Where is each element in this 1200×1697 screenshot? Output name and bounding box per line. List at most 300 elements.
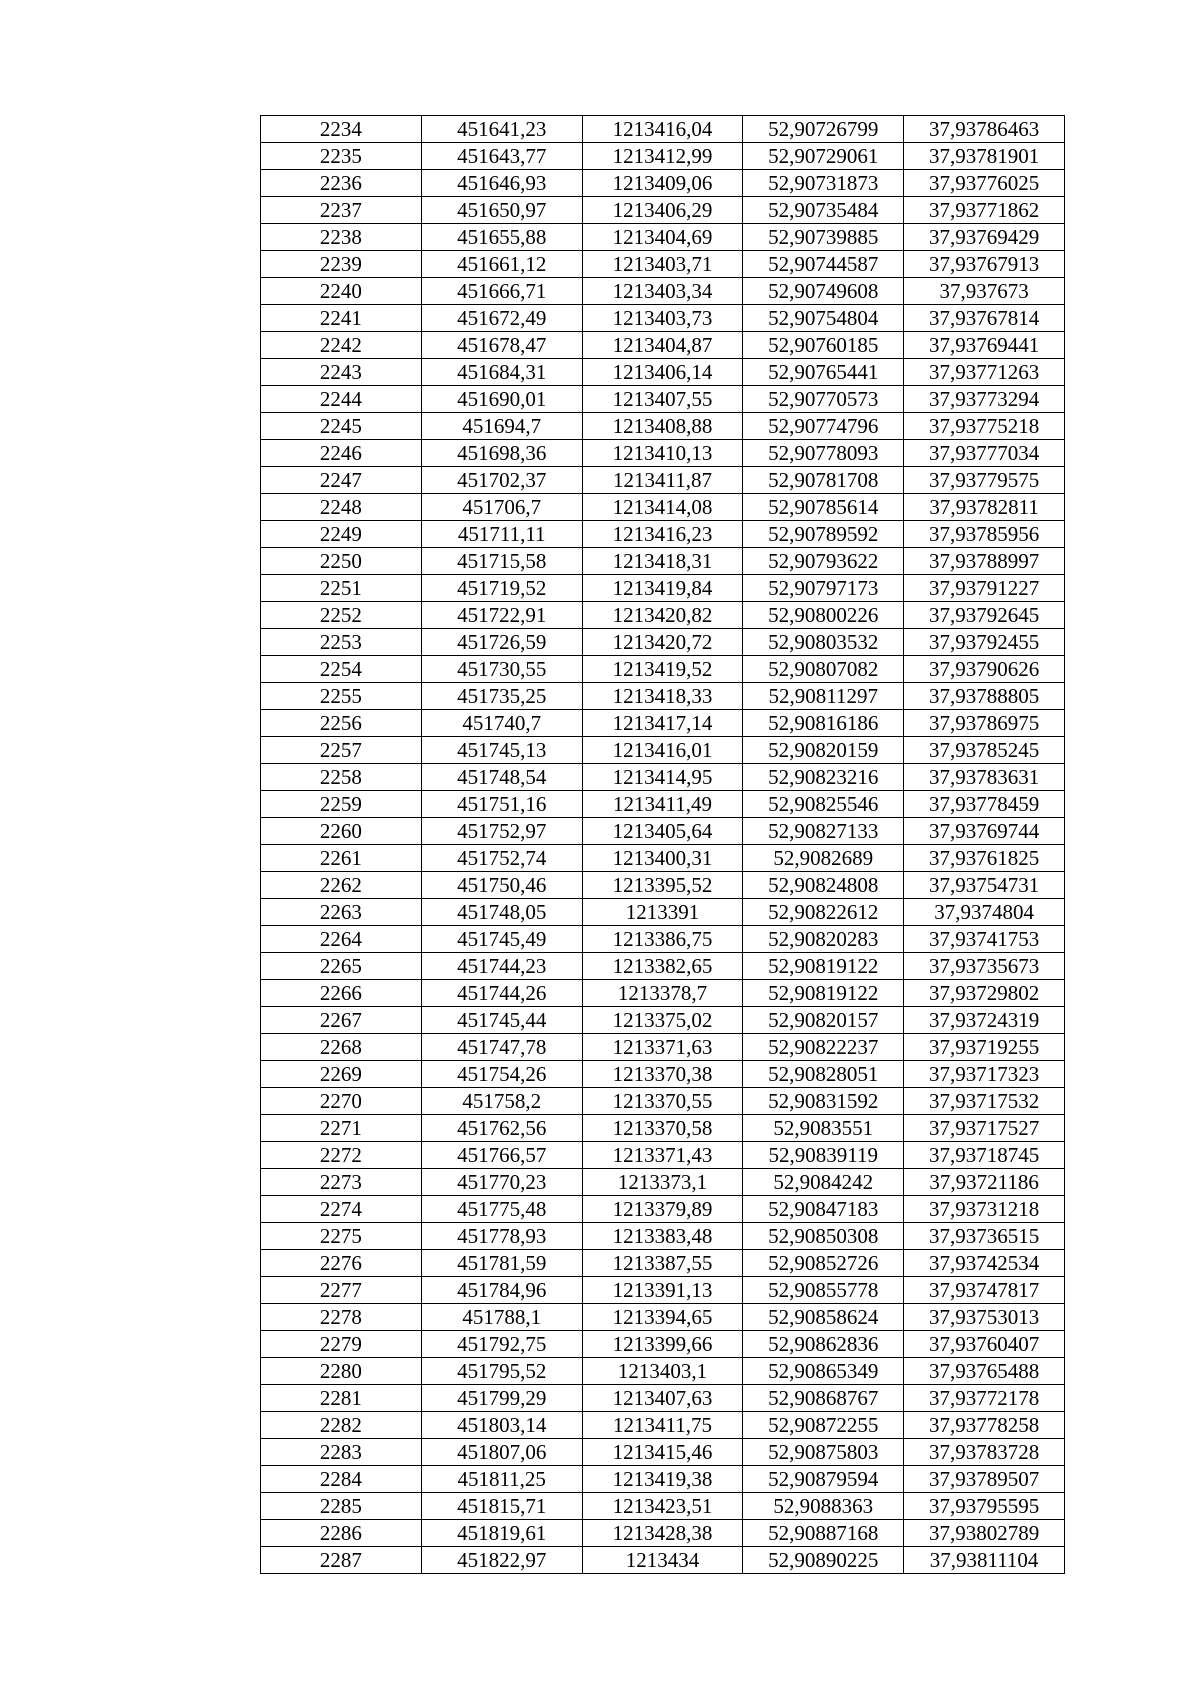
latitude-cell: 52,90744587 — [743, 251, 904, 278]
y-coordinate-cell: 1213411,75 — [582, 1412, 743, 1439]
latitude-cell: 52,90785614 — [743, 494, 904, 521]
point-number-cell: 2246 — [261, 440, 422, 467]
point-number-cell: 2255 — [261, 683, 422, 710]
longitude-cell: 37,93741753 — [904, 926, 1065, 953]
longitude-cell: 37,93792455 — [904, 629, 1065, 656]
table-row — [261, 953, 1065, 980]
table-row — [261, 467, 1065, 494]
y-coordinate-cell: 1213418,31 — [582, 548, 743, 575]
latitude-cell: 52,90823216 — [743, 764, 904, 791]
point-number-cell: 2264 — [261, 926, 422, 953]
x-coordinate-cell: 451766,57 — [421, 1142, 582, 1169]
point-number-cell: 2254 — [261, 656, 422, 683]
latitude-cell: 52,9083551 — [743, 1115, 904, 1142]
y-coordinate-cell: 1213371,43 — [582, 1142, 743, 1169]
longitude-cell: 37,93782811 — [904, 494, 1065, 521]
x-coordinate-cell: 451745,49 — [421, 926, 582, 953]
table-row — [261, 1385, 1065, 1412]
y-coordinate-cell: 1213417,14 — [582, 710, 743, 737]
x-coordinate-cell: 451748,54 — [421, 764, 582, 791]
latitude-cell: 52,90735484 — [743, 197, 904, 224]
table-row — [261, 1196, 1065, 1223]
table-row — [261, 737, 1065, 764]
latitude-cell: 52,90865349 — [743, 1358, 904, 1385]
latitude-cell: 52,90749608 — [743, 278, 904, 305]
point-number-cell: 2279 — [261, 1331, 422, 1358]
longitude-cell: 37,93717532 — [904, 1088, 1065, 1115]
x-coordinate-cell: 451646,93 — [421, 170, 582, 197]
y-coordinate-cell: 1213410,13 — [582, 440, 743, 467]
y-coordinate-cell: 1213420,72 — [582, 629, 743, 656]
longitude-cell: 37,93767814 — [904, 305, 1065, 332]
latitude-cell: 52,90839119 — [743, 1142, 904, 1169]
x-coordinate-cell: 451745,13 — [421, 737, 582, 764]
longitude-cell: 37,93767913 — [904, 251, 1065, 278]
longitude-cell: 37,93781901 — [904, 143, 1065, 170]
table-row — [261, 1439, 1065, 1466]
x-coordinate-cell: 451754,26 — [421, 1061, 582, 1088]
table-row — [261, 791, 1065, 818]
longitude-cell: 37,93788997 — [904, 548, 1065, 575]
table-row — [261, 332, 1065, 359]
x-coordinate-cell: 451775,48 — [421, 1196, 582, 1223]
latitude-cell: 52,90816186 — [743, 710, 904, 737]
y-coordinate-cell: 1213370,38 — [582, 1061, 743, 1088]
latitude-cell: 52,90831592 — [743, 1088, 904, 1115]
latitude-cell: 52,90825546 — [743, 791, 904, 818]
point-number-cell: 2249 — [261, 521, 422, 548]
point-number-cell: 2269 — [261, 1061, 422, 1088]
y-coordinate-cell: 1213400,31 — [582, 845, 743, 872]
latitude-cell: 52,90822237 — [743, 1034, 904, 1061]
latitude-cell: 52,90731873 — [743, 170, 904, 197]
point-number-cell: 2243 — [261, 359, 422, 386]
longitude-cell: 37,93769744 — [904, 818, 1065, 845]
latitude-cell: 52,90820283 — [743, 926, 904, 953]
latitude-cell: 52,90778093 — [743, 440, 904, 467]
longitude-cell: 37,93783631 — [904, 764, 1065, 791]
point-number-cell: 2284 — [261, 1466, 422, 1493]
table-row — [261, 1250, 1065, 1277]
point-number-cell: 2252 — [261, 602, 422, 629]
y-coordinate-cell: 1213403,73 — [582, 305, 743, 332]
table-row — [261, 1466, 1065, 1493]
y-coordinate-cell: 1213414,08 — [582, 494, 743, 521]
longitude-cell: 37,93729802 — [904, 980, 1065, 1007]
point-number-cell: 2260 — [261, 818, 422, 845]
longitude-cell: 37,93785245 — [904, 737, 1065, 764]
latitude-cell: 52,90850308 — [743, 1223, 904, 1250]
x-coordinate-cell: 451715,58 — [421, 548, 582, 575]
latitude-cell: 52,90807082 — [743, 656, 904, 683]
x-coordinate-cell: 451750,46 — [421, 872, 582, 899]
longitude-cell: 37,93788805 — [904, 683, 1065, 710]
y-coordinate-cell: 1213371,63 — [582, 1034, 743, 1061]
x-coordinate-cell: 451748,05 — [421, 899, 582, 926]
x-coordinate-cell: 451784,96 — [421, 1277, 582, 1304]
latitude-cell: 52,90819122 — [743, 980, 904, 1007]
y-coordinate-cell: 1213414,95 — [582, 764, 743, 791]
latitude-cell: 52,90770573 — [743, 386, 904, 413]
y-coordinate-cell: 1213407,55 — [582, 386, 743, 413]
longitude-cell: 37,93777034 — [904, 440, 1065, 467]
y-coordinate-cell: 1213395,52 — [582, 872, 743, 899]
longitude-cell: 37,93771263 — [904, 359, 1065, 386]
x-coordinate-cell: 451751,16 — [421, 791, 582, 818]
point-number-cell: 2253 — [261, 629, 422, 656]
x-coordinate-cell: 451758,2 — [421, 1088, 582, 1115]
x-coordinate-cell: 451807,06 — [421, 1439, 582, 1466]
x-coordinate-cell: 451672,49 — [421, 305, 582, 332]
latitude-cell: 52,9088363 — [743, 1493, 904, 1520]
longitude-cell: 37,93717527 — [904, 1115, 1065, 1142]
x-coordinate-cell: 451726,59 — [421, 629, 582, 656]
table-row — [261, 1547, 1065, 1574]
x-coordinate-cell: 451690,01 — [421, 386, 582, 413]
x-coordinate-cell: 451702,37 — [421, 467, 582, 494]
y-coordinate-cell: 1213406,14 — [582, 359, 743, 386]
x-coordinate-cell: 451778,93 — [421, 1223, 582, 1250]
x-coordinate-cell: 451641,23 — [421, 116, 582, 143]
latitude-cell: 52,90754804 — [743, 305, 904, 332]
table-row — [261, 818, 1065, 845]
x-coordinate-cell: 451650,97 — [421, 197, 582, 224]
longitude-cell: 37,93765488 — [904, 1358, 1065, 1385]
table-row — [261, 1169, 1065, 1196]
y-coordinate-cell: 1213378,7 — [582, 980, 743, 1007]
longitude-cell: 37,93795595 — [904, 1493, 1065, 1520]
x-coordinate-cell: 451747,78 — [421, 1034, 582, 1061]
longitude-cell: 37,93736515 — [904, 1223, 1065, 1250]
point-number-cell: 2236 — [261, 170, 422, 197]
longitude-cell: 37,93779575 — [904, 467, 1065, 494]
point-number-cell: 2244 — [261, 386, 422, 413]
latitude-cell: 52,90781708 — [743, 467, 904, 494]
y-coordinate-cell: 1213420,82 — [582, 602, 743, 629]
longitude-cell: 37,93735673 — [904, 953, 1065, 980]
table-row — [261, 1061, 1065, 1088]
table-row — [261, 1277, 1065, 1304]
latitude-cell: 52,90822612 — [743, 899, 904, 926]
y-coordinate-cell: 1213419,84 — [582, 575, 743, 602]
longitude-cell: 37,93792645 — [904, 602, 1065, 629]
y-coordinate-cell: 1213382,65 — [582, 953, 743, 980]
point-number-cell: 2242 — [261, 332, 422, 359]
longitude-cell: 37,93769441 — [904, 332, 1065, 359]
latitude-cell: 52,90872255 — [743, 1412, 904, 1439]
table-row — [261, 1304, 1065, 1331]
longitude-cell: 37,93753013 — [904, 1304, 1065, 1331]
longitude-cell: 37,93721186 — [904, 1169, 1065, 1196]
y-coordinate-cell: 1213416,04 — [582, 116, 743, 143]
y-coordinate-cell: 1213403,34 — [582, 278, 743, 305]
y-coordinate-cell: 1213375,02 — [582, 1007, 743, 1034]
x-coordinate-cell: 451819,61 — [421, 1520, 582, 1547]
y-coordinate-cell: 1213403,71 — [582, 251, 743, 278]
latitude-cell: 52,90819122 — [743, 953, 904, 980]
x-coordinate-cell: 451684,31 — [421, 359, 582, 386]
y-coordinate-cell: 1213399,66 — [582, 1331, 743, 1358]
longitude-cell: 37,93719255 — [904, 1034, 1065, 1061]
latitude-cell: 52,90811297 — [743, 683, 904, 710]
table-row — [261, 899, 1065, 926]
x-coordinate-cell: 451781,59 — [421, 1250, 582, 1277]
latitude-cell: 52,90820157 — [743, 1007, 904, 1034]
x-coordinate-cell: 451803,14 — [421, 1412, 582, 1439]
point-number-cell: 2282 — [261, 1412, 422, 1439]
point-number-cell: 2283 — [261, 1439, 422, 1466]
longitude-cell: 37,93761825 — [904, 845, 1065, 872]
x-coordinate-cell: 451666,71 — [421, 278, 582, 305]
table-row — [261, 359, 1065, 386]
coordinates-table-body — [261, 116, 1065, 1574]
table-row — [261, 1520, 1065, 1547]
y-coordinate-cell: 1213404,87 — [582, 332, 743, 359]
x-coordinate-cell: 451735,25 — [421, 683, 582, 710]
y-coordinate-cell: 1213412,99 — [582, 143, 743, 170]
latitude-cell: 52,90797173 — [743, 575, 904, 602]
x-coordinate-cell: 451745,44 — [421, 1007, 582, 1034]
table-row — [261, 1034, 1065, 1061]
y-coordinate-cell: 1213407,63 — [582, 1385, 743, 1412]
x-coordinate-cell: 451744,23 — [421, 953, 582, 980]
latitude-cell: 52,90875803 — [743, 1439, 904, 1466]
longitude-cell: 37,93778459 — [904, 791, 1065, 818]
point-number-cell: 2287 — [261, 1547, 422, 1574]
table-row — [261, 1493, 1065, 1520]
latitude-cell: 52,90824808 — [743, 872, 904, 899]
x-coordinate-cell: 451730,55 — [421, 656, 582, 683]
point-number-cell: 2251 — [261, 575, 422, 602]
table-row — [261, 980, 1065, 1007]
latitude-cell: 52,90803532 — [743, 629, 904, 656]
table-row — [261, 170, 1065, 197]
x-coordinate-cell: 451722,91 — [421, 602, 582, 629]
table-row — [261, 845, 1065, 872]
x-coordinate-cell: 451661,12 — [421, 251, 582, 278]
point-number-cell: 2250 — [261, 548, 422, 575]
longitude-cell: 37,93760407 — [904, 1331, 1065, 1358]
point-number-cell: 2261 — [261, 845, 422, 872]
y-coordinate-cell: 1213370,55 — [582, 1088, 743, 1115]
longitude-cell: 37,937673 — [904, 278, 1065, 305]
point-number-cell: 2247 — [261, 467, 422, 494]
table-row — [261, 116, 1065, 143]
table-row — [261, 548, 1065, 575]
table-row — [261, 1412, 1065, 1439]
point-number-cell: 2281 — [261, 1385, 422, 1412]
latitude-cell: 52,90827133 — [743, 818, 904, 845]
y-coordinate-cell: 1213370,58 — [582, 1115, 743, 1142]
y-coordinate-cell: 1213391,13 — [582, 1277, 743, 1304]
point-number-cell: 2280 — [261, 1358, 422, 1385]
table-row — [261, 1007, 1065, 1034]
y-coordinate-cell: 1213394,65 — [582, 1304, 743, 1331]
latitude-cell: 52,90847183 — [743, 1196, 904, 1223]
y-coordinate-cell: 1213405,64 — [582, 818, 743, 845]
point-number-cell: 2276 — [261, 1250, 422, 1277]
point-number-cell: 2271 — [261, 1115, 422, 1142]
y-coordinate-cell: 1213419,38 — [582, 1466, 743, 1493]
point-number-cell: 2259 — [261, 791, 422, 818]
y-coordinate-cell: 1213404,69 — [582, 224, 743, 251]
latitude-cell: 52,90855778 — [743, 1277, 904, 1304]
y-coordinate-cell: 1213409,06 — [582, 170, 743, 197]
longitude-cell: 37,93747817 — [904, 1277, 1065, 1304]
longitude-cell: 37,93754731 — [904, 872, 1065, 899]
table-row — [261, 872, 1065, 899]
point-number-cell: 2286 — [261, 1520, 422, 1547]
longitude-cell: 37,93724319 — [904, 1007, 1065, 1034]
x-coordinate-cell: 451698,36 — [421, 440, 582, 467]
point-number-cell: 2245 — [261, 413, 422, 440]
y-coordinate-cell: 1213403,1 — [582, 1358, 743, 1385]
y-coordinate-cell: 1213411,87 — [582, 467, 743, 494]
x-coordinate-cell: 451792,75 — [421, 1331, 582, 1358]
table-row — [261, 1223, 1065, 1250]
point-number-cell: 2241 — [261, 305, 422, 332]
table-row — [261, 683, 1065, 710]
point-number-cell: 2240 — [261, 278, 422, 305]
x-coordinate-cell: 451799,29 — [421, 1385, 582, 1412]
table-row — [261, 224, 1065, 251]
longitude-cell: 37,93789507 — [904, 1466, 1065, 1493]
x-coordinate-cell: 451752,74 — [421, 845, 582, 872]
point-number-cell: 2285 — [261, 1493, 422, 1520]
point-number-cell: 2248 — [261, 494, 422, 521]
longitude-cell: 37,93783728 — [904, 1439, 1065, 1466]
latitude-cell: 52,90726799 — [743, 116, 904, 143]
longitude-cell: 37,93769429 — [904, 224, 1065, 251]
latitude-cell: 52,90765441 — [743, 359, 904, 386]
latitude-cell: 52,90820159 — [743, 737, 904, 764]
y-coordinate-cell: 1213428,38 — [582, 1520, 743, 1547]
longitude-cell: 37,93791227 — [904, 575, 1065, 602]
y-coordinate-cell: 1213418,33 — [582, 683, 743, 710]
point-number-cell: 2238 — [261, 224, 422, 251]
point-number-cell: 2234 — [261, 116, 422, 143]
point-number-cell: 2274 — [261, 1196, 422, 1223]
table-row — [261, 656, 1065, 683]
point-number-cell: 2273 — [261, 1169, 422, 1196]
longitude-cell: 37,93731218 — [904, 1196, 1065, 1223]
y-coordinate-cell: 1213419,52 — [582, 656, 743, 683]
latitude-cell: 52,90739885 — [743, 224, 904, 251]
longitude-cell: 37,93790626 — [904, 656, 1065, 683]
table-row — [261, 251, 1065, 278]
y-coordinate-cell: 1213416,23 — [582, 521, 743, 548]
longitude-cell: 37,93771862 — [904, 197, 1065, 224]
longitude-cell: 37,93786463 — [904, 116, 1065, 143]
y-coordinate-cell: 1213386,75 — [582, 926, 743, 953]
latitude-cell: 52,90800226 — [743, 602, 904, 629]
latitude-cell: 52,90774796 — [743, 413, 904, 440]
table-row — [261, 1358, 1065, 1385]
table-row — [261, 602, 1065, 629]
point-number-cell: 2263 — [261, 899, 422, 926]
latitude-cell: 52,90879594 — [743, 1466, 904, 1493]
point-number-cell: 2277 — [261, 1277, 422, 1304]
point-number-cell: 2268 — [261, 1034, 422, 1061]
y-coordinate-cell: 1213434 — [582, 1547, 743, 1574]
point-number-cell: 2270 — [261, 1088, 422, 1115]
y-coordinate-cell: 1213406,29 — [582, 197, 743, 224]
x-coordinate-cell: 451711,11 — [421, 521, 582, 548]
table-row — [261, 521, 1065, 548]
latitude-cell: 52,90887168 — [743, 1520, 904, 1547]
x-coordinate-cell: 451752,97 — [421, 818, 582, 845]
x-coordinate-cell: 451719,52 — [421, 575, 582, 602]
table-row — [261, 1115, 1065, 1142]
x-coordinate-cell: 451744,26 — [421, 980, 582, 1007]
table-row — [261, 1088, 1065, 1115]
latitude-cell: 52,90858624 — [743, 1304, 904, 1331]
point-number-cell: 2256 — [261, 710, 422, 737]
y-coordinate-cell: 1213415,46 — [582, 1439, 743, 1466]
y-coordinate-cell: 1213387,55 — [582, 1250, 743, 1277]
x-coordinate-cell: 451706,7 — [421, 494, 582, 521]
longitude-cell: 37,93811104 — [904, 1547, 1065, 1574]
latitude-cell: 52,90793622 — [743, 548, 904, 575]
x-coordinate-cell: 451655,88 — [421, 224, 582, 251]
longitude-cell: 37,93718745 — [904, 1142, 1065, 1169]
x-coordinate-cell: 451770,23 — [421, 1169, 582, 1196]
longitude-cell: 37,93772178 — [904, 1385, 1065, 1412]
x-coordinate-cell: 451643,77 — [421, 143, 582, 170]
table-row — [261, 143, 1065, 170]
y-coordinate-cell: 1213423,51 — [582, 1493, 743, 1520]
x-coordinate-cell: 451762,56 — [421, 1115, 582, 1142]
point-number-cell: 2257 — [261, 737, 422, 764]
x-coordinate-cell: 451811,25 — [421, 1466, 582, 1493]
x-coordinate-cell: 451815,71 — [421, 1493, 582, 1520]
table-row — [261, 629, 1065, 656]
y-coordinate-cell: 1213408,88 — [582, 413, 743, 440]
table-row — [261, 710, 1065, 737]
latitude-cell: 52,9084242 — [743, 1169, 904, 1196]
point-number-cell: 2266 — [261, 980, 422, 1007]
longitude-cell: 37,93778258 — [904, 1412, 1065, 1439]
latitude-cell: 52,90789592 — [743, 521, 904, 548]
table-row — [261, 440, 1065, 467]
latitude-cell: 52,9082689 — [743, 845, 904, 872]
latitude-cell: 52,90852726 — [743, 1250, 904, 1277]
y-coordinate-cell: 1213411,49 — [582, 791, 743, 818]
y-coordinate-cell: 1213416,01 — [582, 737, 743, 764]
latitude-cell: 52,90868767 — [743, 1385, 904, 1412]
longitude-cell: 37,93775218 — [904, 413, 1065, 440]
point-number-cell: 2239 — [261, 251, 422, 278]
latitude-cell: 52,90729061 — [743, 143, 904, 170]
longitude-cell: 37,93785956 — [904, 521, 1065, 548]
table-row — [261, 386, 1065, 413]
table-row — [261, 197, 1065, 224]
table-row — [261, 305, 1065, 332]
latitude-cell: 52,90862836 — [743, 1331, 904, 1358]
longitude-cell: 37,93717323 — [904, 1061, 1065, 1088]
table-row — [261, 1331, 1065, 1358]
table-row — [261, 1142, 1065, 1169]
longitude-cell: 37,93786975 — [904, 710, 1065, 737]
table-row — [261, 764, 1065, 791]
y-coordinate-cell: 1213391 — [582, 899, 743, 926]
table-row — [261, 494, 1065, 521]
point-number-cell: 2265 — [261, 953, 422, 980]
y-coordinate-cell: 1213379,89 — [582, 1196, 743, 1223]
x-coordinate-cell: 451822,97 — [421, 1547, 582, 1574]
x-coordinate-cell: 451678,47 — [421, 332, 582, 359]
longitude-cell: 37,93802789 — [904, 1520, 1065, 1547]
